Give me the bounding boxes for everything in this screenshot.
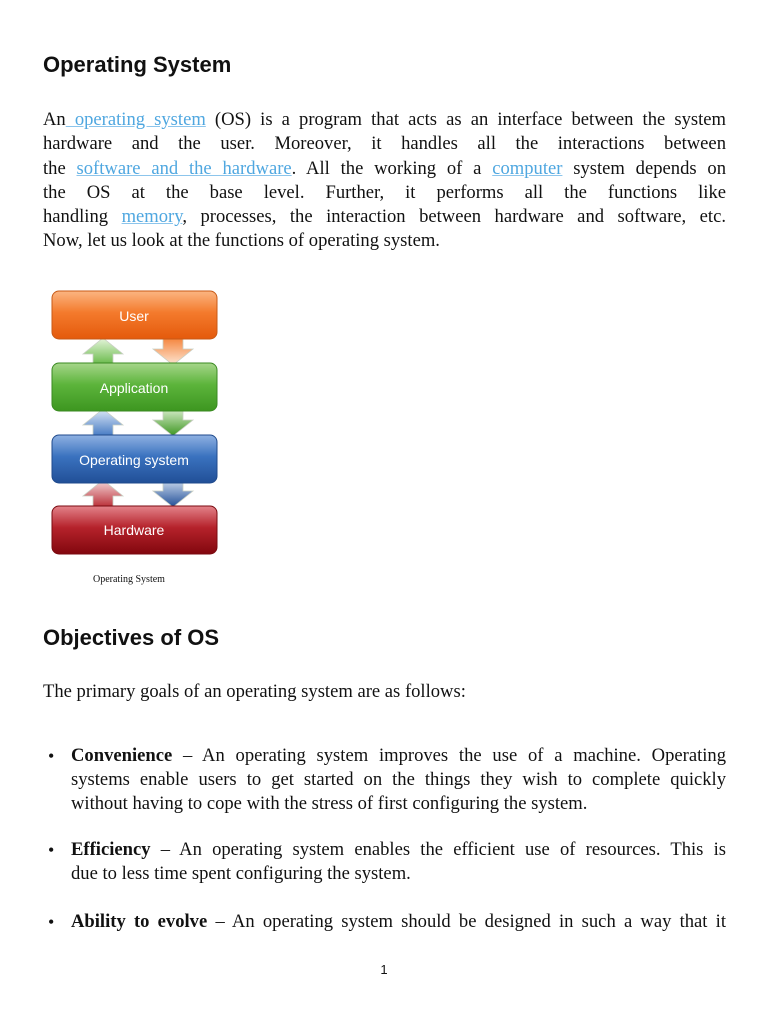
- bullet-icon: •: [48, 912, 55, 932]
- computer-link[interactable]: computer: [492, 157, 563, 179]
- bullet-term: Efficiency: [71, 839, 151, 860]
- layer-operating-system: [52, 435, 217, 483]
- arrow-up-icon: [83, 409, 123, 438]
- list-item-efficiency: • Efficiency – An operating system enables the efficient use of resources. This is due to less time spent configuring the system.: [48, 839, 726, 884]
- bullet-term: Convenience: [71, 745, 173, 766]
- layer-hardware: [52, 506, 217, 554]
- page-number: 1: [380, 962, 388, 977]
- layer-label-hardware: Hardware: [103, 522, 165, 538]
- page-heading: Operating System: [43, 52, 232, 77]
- diagram-caption: Operating System: [93, 574, 165, 585]
- software-hardware-link[interactable]: software and the hardware: [76, 157, 292, 179]
- bullet-icon: •: [48, 840, 55, 860]
- intro-line-3: the software and the hardware. All the working of a computer system depends on: [43, 157, 726, 179]
- objectives-intro: The primary goals of an operating system are as follows:: [43, 681, 466, 702]
- bullet-text: due to less time spent configuring the system.: [71, 863, 411, 884]
- intro-line-5: handling memory, processes, the interaction between hardware and software, etc.: [43, 206, 727, 228]
- bullet-text: without having to cope with the stress of first configuring the system.: [71, 793, 588, 814]
- arrow-up-icon: [83, 480, 123, 509]
- layer-label-user: User: [119, 308, 149, 324]
- bullet-text: systems enable users to get started on the things they wish to complete quickly: [71, 769, 726, 790]
- layer-label-application: Application: [99, 380, 169, 396]
- operating-system-link[interactable]: operating system: [65, 109, 206, 130]
- section-heading-objectives: Objectives of OS: [43, 625, 220, 650]
- objectives-list: [48, 744, 726, 934]
- intro-line-2: hardware and the user. Moreover, it handles all the interactions between: [43, 133, 726, 155]
- intro-paragraph: [43, 108, 726, 254]
- list-item-ability-to-evolve: • Ability to evolve – An operating system should be designed in such a way that it: [48, 911, 727, 932]
- intro-line-6: Now, let us look at the functions of operating system.: [43, 230, 440, 252]
- layer-label-operating-system: Operating system: [79, 452, 189, 468]
- list-item-convenience: • Convenience – An operating system improves the use of a machine. Operating systems enable users to get started on the things they wish to complete quickly without having to cope with the stress of first configuring the system.: [48, 745, 726, 814]
- layer-user: [52, 291, 217, 339]
- os-layers-diagram: [48, 287, 223, 562]
- bullet-term: Ability to evolve: [71, 911, 208, 932]
- intro-line-4: the OS at the base level. Further, it performs all the functions like: [43, 181, 726, 203]
- memory-link[interactable]: memory: [121, 206, 183, 228]
- intro-line-1: An operating system (OS) is a program that acts as an interface between the system: [43, 109, 726, 130]
- layer-application: [52, 363, 217, 411]
- bullet-icon: •: [48, 746, 55, 766]
